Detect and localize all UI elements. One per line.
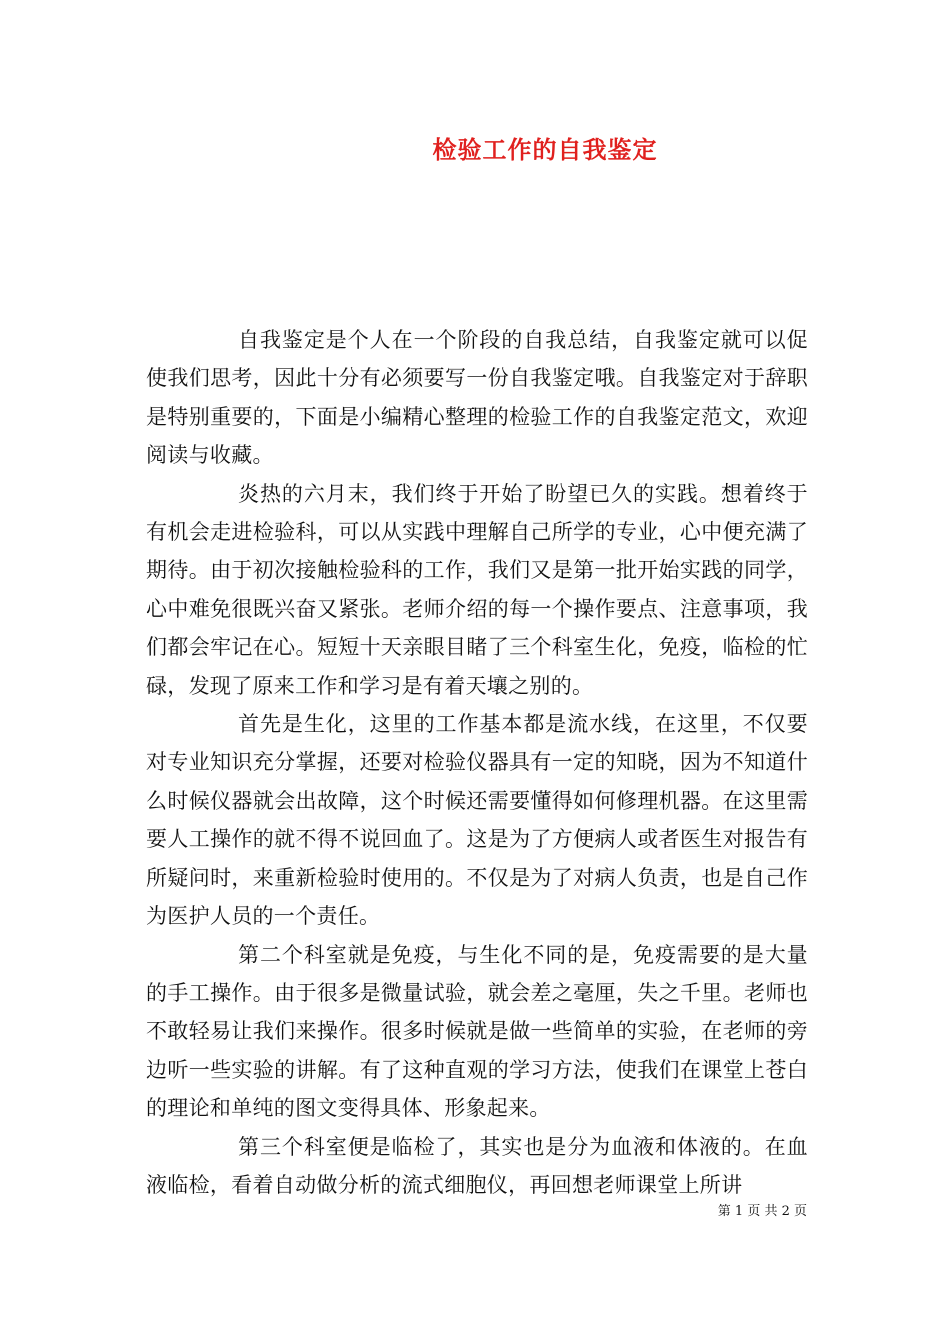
document-title: 检验工作的自我鉴定 bbox=[432, 135, 658, 164]
paragraph-clinical-lab: 第三个科室便是临检了，其实也是分为血液和体液的。在血液临检，看着自动做分析的流式细胞仪，再回想老师课堂上所讲 bbox=[146, 1134, 808, 1197]
paragraph-immunology: 第二个科室就是免疫，与生化不同的是，免疫需要的是大量的手工操作。由于很多是微量试验，就会差之毫厘，失之千里。老师也不敢轻易让我们来操作。很多时候就是做一些简单的实验，在老师的旁边听一些实验的讲解。有了这种直观的学习方法，使我们在课堂上苍白的理论和单纯的图文变得具体、形象起来。 bbox=[146, 942, 808, 1121]
page-number-footer: 第 1 页 共 2 页 bbox=[717, 1204, 807, 1219]
paragraph-intro: 自我鉴定是个人在一个阶段的自我总结，自我鉴定就可以促使我们思考，因此十分有必须要写一份自我鉴定哦。自我鉴定对于辞职是特别重要的，下面是小编精心整理的检验工作的自我鉴定范文，欢迎阅读与收藏。 bbox=[146, 328, 808, 468]
document-body bbox=[146, 321, 808, 1204]
paragraph-biochemistry: 首先是生化，这里的工作基本都是流水线，在这里，不仅要对专业知识充分掌握，还要对检验仪器具有一定的知晓，因为不知道什么时候仪器就会出故障，这个时候还需要懂得如何修理机器。在这里需要人工操作的就不得不说回血了。这是为了方便病人或者医生对报告有所疑问时，来重新检验时使用的。不仅是为了对病人负责，也是自己作为医护人员的一个责任。 bbox=[146, 712, 808, 929]
paragraph-practice-start: 炎热的六月末，我们终于开始了盼望已久的实践。想着终于有机会走进检验科，可以从实践中理解自己所学的专业，心中便充满了期待。由于初次接触检验科的工作，我们又是第一批开始实践的同学，心中难免很既兴奋又紧张。老师介绍的每一个操作要点、注意事项，我们都会牢记在心。短短十天亲眼目睹了三个科室生化，免疫，临检的忙碌，发现了原来工作和学习是有着天壤之别的。 bbox=[146, 481, 808, 698]
